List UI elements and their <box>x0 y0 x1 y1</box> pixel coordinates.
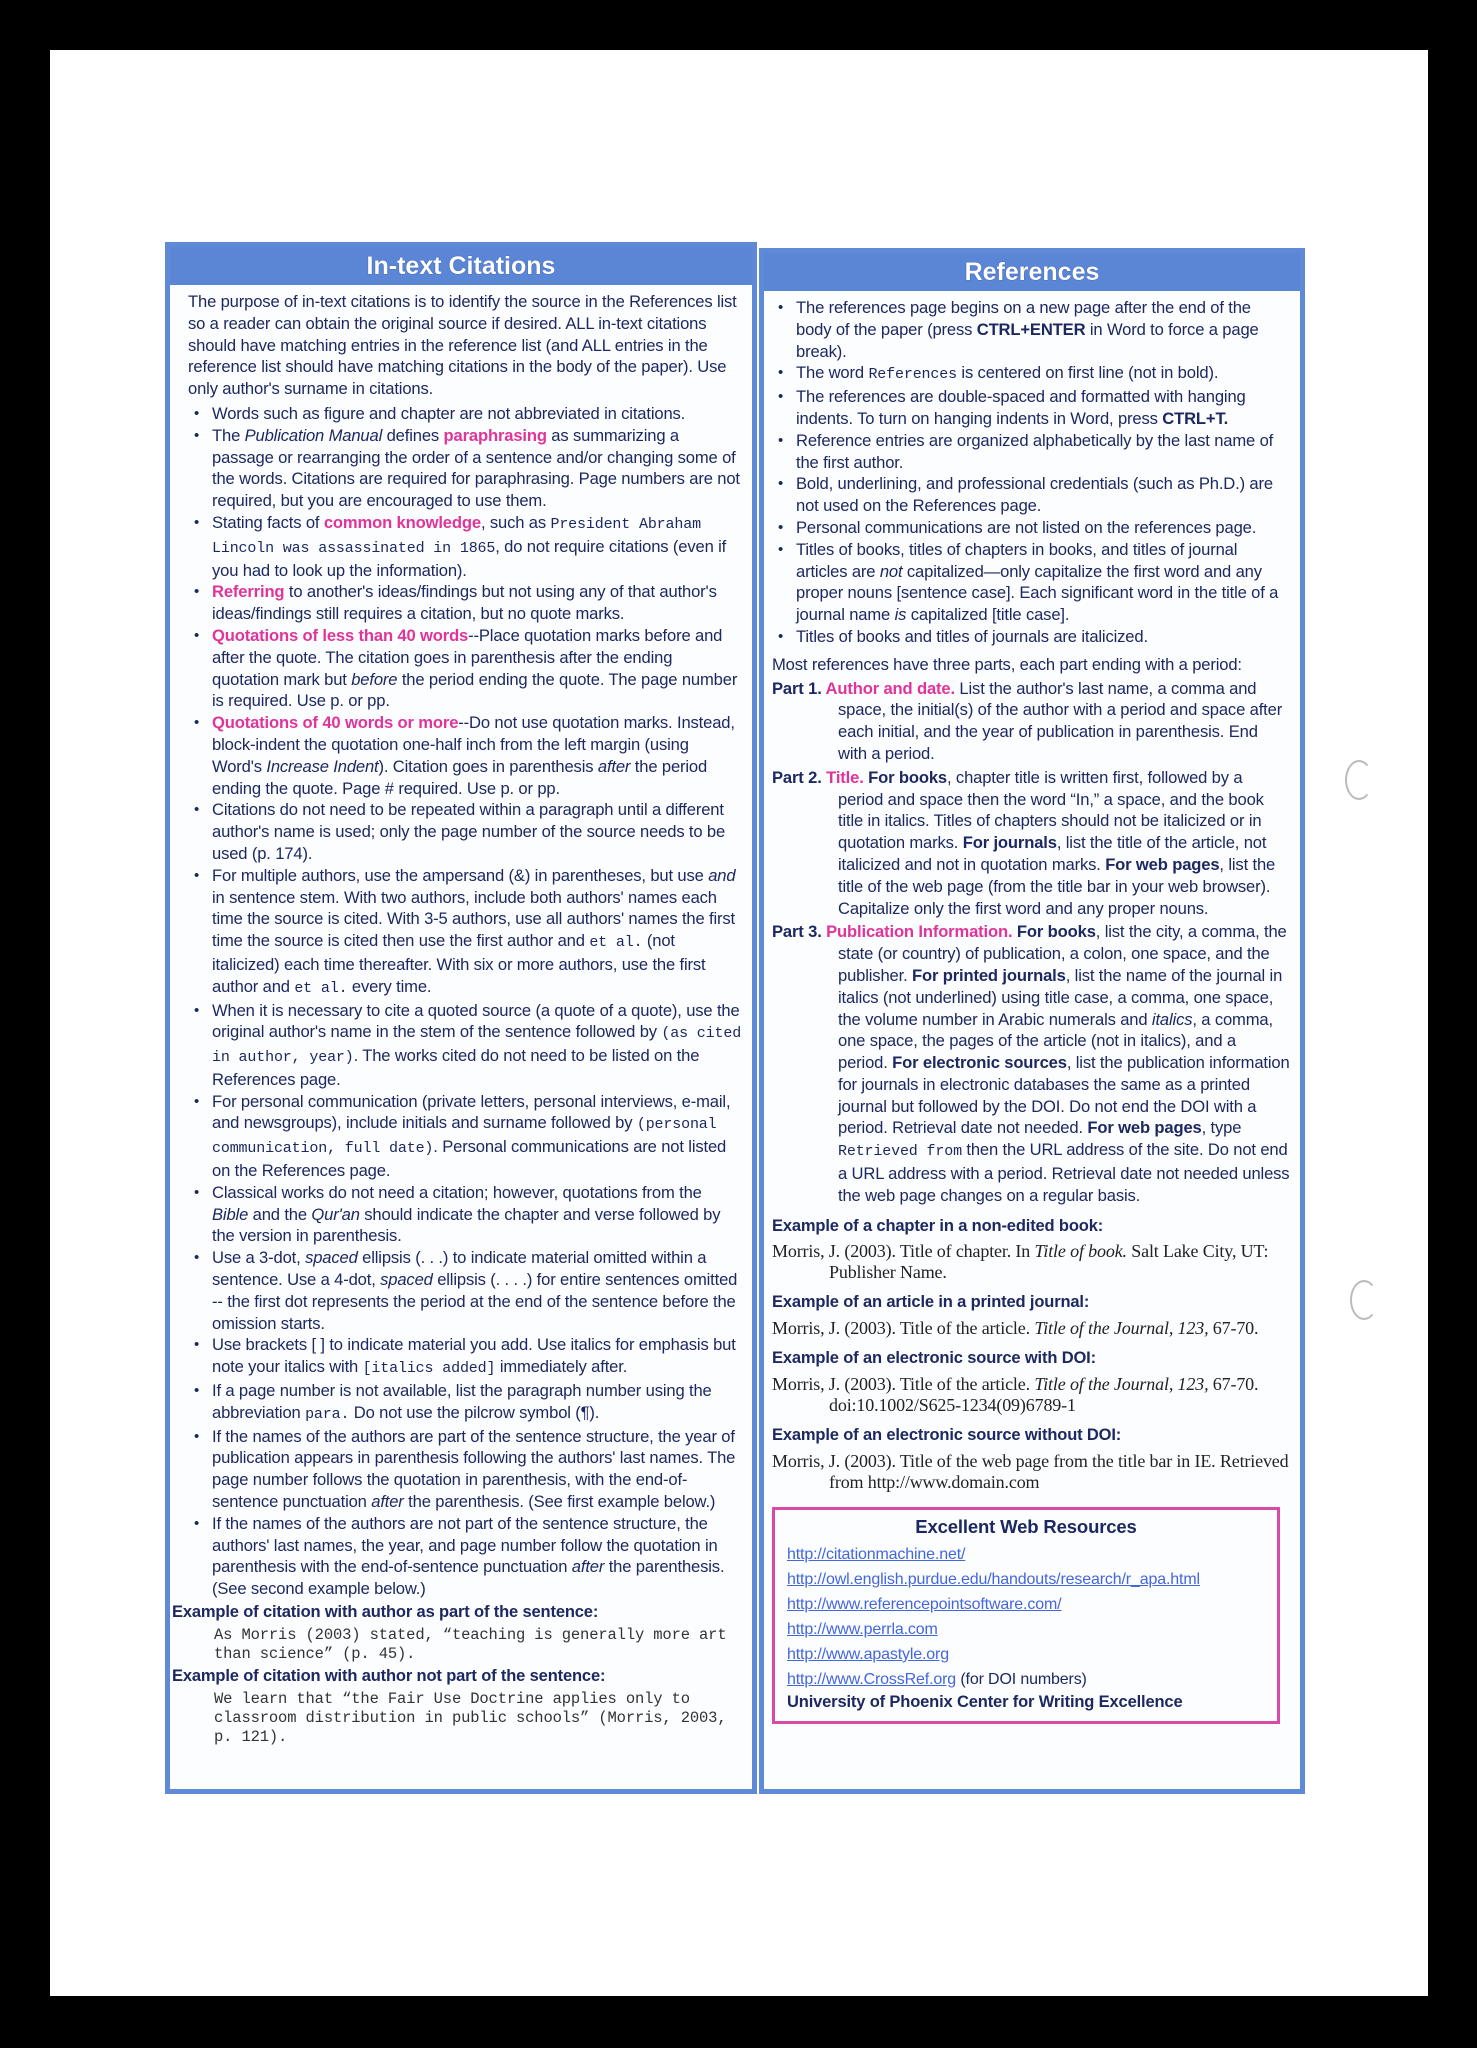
code-text: (personal communication, full date) <box>212 1116 717 1158</box>
text-run: the period ending the quote. Page # required. Use p. or pp. <box>212 756 708 798</box>
text-run: , do not require citations (even if you had to look up the information). <box>212 536 727 580</box>
crossref-row <box>787 1667 1265 1692</box>
example-text: We learn that “the Fair Use Doctrine applies only to classroom distribution in public schools” (Morris, 2003, p. 121). <box>214 1689 727 1746</box>
text-run: 67-70. doi:10.1002/S625-1234(09)6789-1 <box>829 1374 1259 1416</box>
text-run: Reference entries are organized alphabetically by the last name of the first author. <box>796 430 1274 472</box>
text-run: Qur'an <box>311 1204 360 1224</box>
text-run: Salt Lake City, UT: Publisher Name. <box>829 1241 1269 1283</box>
code-text: Retrieved from <box>838 1143 962 1161</box>
text-run: the parenthesis. (See second example below.) <box>212 1557 725 1599</box>
text-run: --Do not use quotation marks. Instead, block-indent the quotation one-half inch from the left margin (using Word's <box>212 713 735 776</box>
text-run: For personal communication (private letters, personal interviews, e-mail, and newsgroups), include initials and surname followed by <box>212 1091 731 1133</box>
text-run: For printed journals <box>912 965 1066 985</box>
text-run: The word <box>796 363 869 383</box>
text-run: Do not use the pilcrow symbol (¶). <box>349 1402 600 1422</box>
text-run: Part 1. <box>772 678 826 698</box>
text-run: For books <box>1016 922 1096 942</box>
text-run: , such as <box>480 512 551 532</box>
text-run: Morris, J. (2003). Title of the article. <box>772 1318 1035 1339</box>
text-run: , list the publication information for journals in electronic databases the same as a printed journal but followed by the DOI. Do not end the DOI with a period. Retrieval date not needed. <box>838 1053 1290 1138</box>
text-run: italics <box>1151 1009 1193 1029</box>
text-run: Part 3. <box>772 922 827 942</box>
reference-examples <box>772 1216 1290 1493</box>
highlight-term: Title. <box>826 767 864 787</box>
list-item <box>212 712 742 799</box>
example-heading: Example of citation with author as part of the sentence: <box>172 1603 599 1622</box>
text-run: Part 2. <box>772 767 827 787</box>
code-text: [italics added] <box>362 1360 496 1378</box>
scan-punch-mark <box>1345 760 1373 800</box>
text-run: after <box>597 756 631 776</box>
resource-link-crossref[interactable]: http://www.CrossRef.org <box>787 1670 957 1688</box>
text-run: Bold, underlining, and professional credentials (such as Ph.D.) are not used on the References page. <box>796 474 1273 516</box>
list-item <box>212 1380 742 1426</box>
highlight-term: paraphrasing <box>443 425 547 445</box>
text-run: If the names of the authors are not part of the sentence structure, the authors' last names, the year, and page number follow the quotation in parenthesis with the end-of-sentence punctuation <box>212 1513 718 1577</box>
text-run: The references are double-spaced and formatted with hanging indents. To turn on hanging indents in Word, press <box>796 387 1246 428</box>
references-rules-list <box>772 297 1290 648</box>
text-run: For journals <box>962 833 1057 853</box>
highlight-term: Quotations of 40 words or more <box>212 713 459 733</box>
reference-parts <box>772 678 1290 1207</box>
text-run: Stating facts of <box>212 512 324 532</box>
example-heading: Example of an electronic source without DOI: <box>772 1426 1122 1445</box>
text-run: immediately after. <box>495 1357 628 1377</box>
text-run: , chapter title is written first, followed by a period and space then the word “In,” a space, and the book title in italics. Titles of chapters should not be italicized or in quotation marks. <box>838 767 1264 853</box>
resources-footer: University of Phoenix Center for Writing Excellence <box>787 1692 1183 1711</box>
text-run: not <box>879 561 903 581</box>
resource-link[interactable]: http://citationmachine.net/ <box>787 1545 966 1563</box>
text-run: Titles of books, titles of chapters in books, and titles of journal articles are <box>796 539 1238 581</box>
resource-link[interactable]: http://owl.english.purdue.edu/handouts/research/r_apa.html <box>787 1570 1200 1588</box>
text-run: in Word to force a page break). <box>796 319 1259 361</box>
text-run: Title of the Journal, 123, <box>1034 1318 1209 1339</box>
citation-examples <box>172 1602 742 1747</box>
highlight-term: Referring <box>212 582 285 602</box>
text-run: . Personal communications are not listed on the References page. <box>212 1137 727 1181</box>
resources-title: Excellent Web Resources <box>915 1515 1137 1537</box>
example-text: As Morris (2003) stated, “teaching is generally more art than science” (p. 45). <box>214 1625 727 1663</box>
text-run: Classical works do not need a citation; however, quotations from the <box>212 1182 702 1202</box>
text-run: then the URL address of the site. Do not end a URL address with a period. Retrieval date not needed unless the web page changes on a regular basis. <box>838 1140 1290 1205</box>
list-item <box>212 403 742 425</box>
text-run: should indicate the chapter and verse followed by the version in parenthesis. <box>212 1204 721 1246</box>
list-item <box>212 425 742 512</box>
references-column <box>759 248 1305 1794</box>
text-run: capitalized [title case]. <box>906 605 1070 625</box>
text-run: Morris, J. (2003). Title of chapter. In <box>772 1241 1035 1262</box>
text-run: , type <box>1201 1118 1242 1138</box>
text-run: , list the title of the article, not italicized and not in quotation marks. <box>838 833 1267 874</box>
text-run: 67-70. <box>1208 1318 1259 1339</box>
text-run: , list the name of the journal in italics (not underlined) using title case, a comma, one space, the volume number in Arabic numerals and <box>838 965 1283 1029</box>
list-item <box>796 386 1290 430</box>
list-item <box>212 1000 742 1091</box>
text-run: Personal communications are not listed on the references page. <box>796 517 1257 537</box>
intro-paragraph <box>188 291 742 400</box>
text-run: If a page number is not available, list the paragraph number using the abbreviation <box>212 1381 712 1422</box>
text-run: defines <box>382 425 444 445</box>
text-run: CTRL+T. <box>1162 408 1229 428</box>
highlight-term: Publication Information. <box>826 922 1013 942</box>
text-run: spaced <box>305 1248 358 1268</box>
text-run: before <box>351 669 398 689</box>
list-item <box>796 362 1290 386</box>
code-text: (as cited in author, year) <box>212 1025 742 1067</box>
example-reference <box>772 1374 1290 1416</box>
highlight-term: Author and date. <box>825 678 955 698</box>
text-run: ellipsis (. . . .) for entire sentences omitted -- the first dot represents the period at the end of the sentence before the omission starts. <box>212 1270 738 1333</box>
text-run: For web pages <box>1105 854 1220 874</box>
list-item <box>212 1513 742 1600</box>
example-heading: Example of an article in a printed journal: <box>772 1293 1090 1312</box>
highlight-term: Quotations of less than 40 words <box>212 625 469 645</box>
text-run: and the <box>248 1204 312 1224</box>
list-item <box>212 1247 742 1334</box>
text-run: Morris, J. (2003). Title of the web page from the title bar in IE. Retrieved from http://www.domain.com <box>772 1450 1289 1492</box>
resource-link[interactable]: http://www.apastyle.org <box>787 1645 949 1663</box>
text-run: When it is necessary to cite a quoted source (a quote of a quote), use the original author's name in the stem of the sentence followed by <box>212 1000 740 1042</box>
text-run: ). Citation goes in parenthesis <box>378 756 598 776</box>
text-run: --Place quotation marks before and after the quote. The citation goes in parenthesis after the ending quotation mark but <box>212 625 723 689</box>
list-item <box>796 430 1290 474</box>
web-resources-box <box>772 1507 1280 1725</box>
list-item <box>212 625 742 712</box>
list-item <box>212 1091 742 1182</box>
text-run: The references page begins on a new page after the end of the body of the paper (press <box>796 298 1251 339</box>
example-heading: Example of citation with author not part of the sentence: <box>172 1666 606 1685</box>
list-item <box>796 517 1290 539</box>
text-run: Citations do not need to be repeated within a paragraph until a different author's name is used; only the page number of the source needs to be used (p. 174). <box>212 800 726 863</box>
list-item <box>212 512 742 581</box>
text-run: List the author's last name, a comma and space, the initial(s) of the author with a period and space after each initial, and the year of publication in parenthesis. End with a period. <box>838 678 1283 763</box>
text-run: For web pages <box>1087 1118 1202 1138</box>
text-run: Use brackets [ ] to indicate material you add. Use italics for emphasis but note your italics with <box>212 1335 736 1377</box>
example-heading: Example of a chapter in a non-edited book: <box>772 1216 1104 1235</box>
reference-part <box>772 921 1290 1206</box>
text-run: as summarizing a passage or rearranging the order of a sentence and/or changing some of the words. Citations are required for paraphrasing. Page numbers are not required, but you are encouraged to use them. <box>212 425 740 511</box>
list-item <box>212 865 742 1000</box>
text-run: The <box>212 425 245 445</box>
list-item <box>212 799 742 864</box>
text-run: is centered on first line (not in bold). <box>956 363 1219 383</box>
list-item <box>796 297 1290 362</box>
text-run: after <box>371 1492 404 1512</box>
text-run: Publication Manual <box>244 425 383 445</box>
code-text: et al. <box>589 934 643 952</box>
list-item <box>796 473 1290 517</box>
apa-quick-reference <box>165 242 1305 1794</box>
text-run: CTRL+ENTER <box>976 319 1086 339</box>
list-item <box>796 626 1290 648</box>
text-run: after <box>571 1557 605 1577</box>
text-run: Title of the Journal, 123, <box>1034 1374 1209 1395</box>
citation-rules-list <box>188 403 742 1600</box>
text-run: ellipsis (. . .) to indicate material omitted within a sentence. Use a 4-dot, <box>212 1248 707 1290</box>
text-run: in sentence stem. With two authors, include both authors' names each time the source is cited. With 3-5 authors, use all authors' names the first time the source is cited then use the first author and <box>212 887 736 951</box>
list-item <box>212 581 742 625</box>
list-item <box>212 1334 742 1380</box>
text-run: Titles of books and titles of journals are italicized. <box>796 626 1148 646</box>
reference-part <box>772 767 1290 920</box>
list-item <box>212 1182 742 1247</box>
code-text: References <box>868 366 957 384</box>
text-run: If the names of the authors are part of the sentence structure, the year of publication appears in parenthesis following the authors' last names. The page number follows the quotation in parenthesis, with the end-of-sentence punctuation <box>212 1426 736 1512</box>
example-reference <box>772 1451 1290 1493</box>
text-run: is <box>894 605 907 625</box>
column-title: References <box>764 253 1300 291</box>
resource-link[interactable]: http://www.perrla.com <box>787 1620 938 1638</box>
text-run: and <box>708 865 736 885</box>
example-reference <box>772 1241 1290 1283</box>
scan-punch-mark <box>1350 1280 1378 1320</box>
list-item <box>212 1426 742 1513</box>
text-run: For multiple authors, use the ampersand (&) in parentheses, but use <box>212 865 709 885</box>
example-heading: Example of an electronic source with DOI: <box>772 1349 1096 1368</box>
text-run: , list the title of the web page (from the title bar in your web browser). Capitalize only the first word and any proper nouns. <box>838 854 1276 918</box>
text-run: spaced <box>380 1270 433 1290</box>
example-reference <box>772 1318 1290 1339</box>
text-run: the period ending the quote. The page number is required. Use p. or pp. <box>212 669 738 711</box>
text-run: to another's ideas/findings but not using any of that author's ideas/findings still requires a citation, but no quote marks. <box>212 582 717 624</box>
parts-intro: Most references have three parts, each part ending with a period: <box>772 654 1242 674</box>
text-run: capitalized—only capitalize the first word and any proper nouns [sentence case]. Each significant word in the title of a journal name <box>796 561 1279 625</box>
text-run: Bible <box>212 1204 249 1224</box>
text-run: Words such as figure and chapter are not abbreviated in citations. <box>212 403 686 423</box>
text-run: Increase Indent <box>266 756 379 776</box>
highlight-term: common knowledge <box>323 512 481 532</box>
in-text-citations-column <box>165 242 757 1794</box>
crossref-note: (for DOI numbers) <box>956 1670 1087 1688</box>
text-run: , list the city, a comma, the state (or country) of publication, a colon, one space, and the publisher. <box>838 922 1287 985</box>
text-run: For books <box>868 767 947 787</box>
text-run: the parenthesis. (See first example below.) <box>403 1492 716 1512</box>
code-text: para. <box>305 1405 350 1423</box>
list-item <box>796 539 1290 626</box>
reference-part <box>772 678 1290 765</box>
text-run: Morris, J. (2003). Title of the article. <box>772 1374 1035 1395</box>
text-run: Title of book. <box>1034 1241 1127 1262</box>
resource-link[interactable]: http://www.referencepointsoftware.com/ <box>787 1595 1062 1613</box>
text-run: . The works cited do not need to be listed on the References page. <box>212 1046 700 1089</box>
code-text: et al. <box>294 979 348 997</box>
text-run: (not italicized) each time thereafter. With six or more authors, use the first author and <box>212 931 706 996</box>
text-run: The purpose of in-text citations is to identify the source in the References list so a reader can obtain the original source if desired. ALL in-text citations should have matching entries in the reference list (and ALL entries in the reference list should have matching citations in the body of the paper). Use only author's surname in citations. <box>188 292 737 399</box>
text-run: For electronic sources <box>892 1053 1067 1073</box>
text-run: every time. <box>347 976 432 996</box>
code-text: President Abraham Lincoln was assassinated in 1865 <box>212 515 701 557</box>
text-run: , a comma, one space, the pages of the article (not in italics), and a period. <box>838 1009 1273 1073</box>
column-title: In-text Citations <box>170 247 752 285</box>
text-run: Use a 3-dot, <box>212 1248 306 1268</box>
